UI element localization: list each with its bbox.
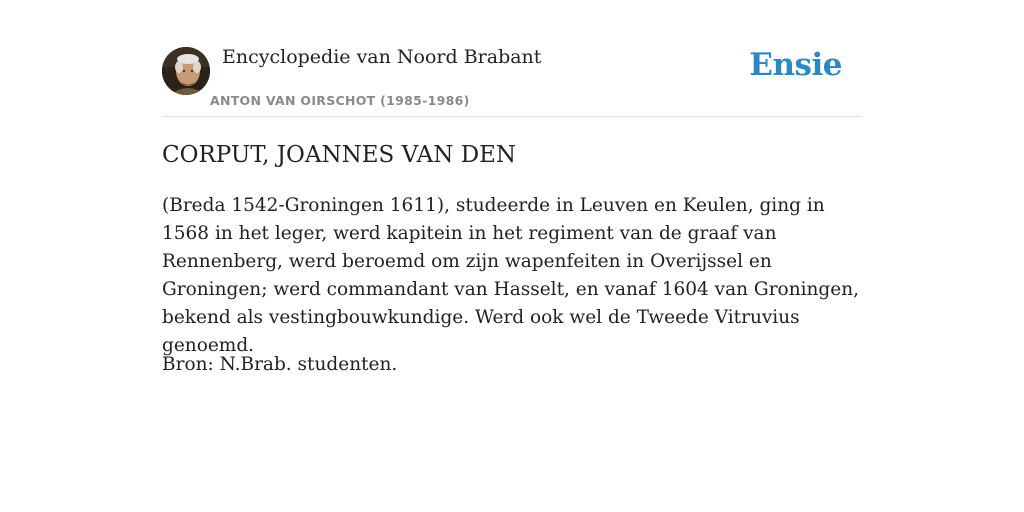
article-header bbox=[162, 0, 862, 117]
author-avatar[interactable] bbox=[162, 47, 210, 95]
avatar-portrait-image bbox=[162, 47, 210, 95]
publication-title[interactable]: Encyclopedie van Noord Brabant bbox=[222, 46, 542, 68]
entry-source: Bron: N.Brab. studenten. bbox=[162, 354, 398, 375]
article-page bbox=[162, 0, 862, 375]
ensie-logo[interactable]: Ensie bbox=[749, 47, 842, 83]
author-name[interactable]: ANTON VAN OIRSCHOT (1985-1986) bbox=[210, 93, 470, 108]
entry-title: CORPUT, JOANNES VAN DEN bbox=[162, 142, 517, 168]
entry-body: (Breda 1542-Groningen 1611), studeerde in Leuven en Keulen, ging in 1568 in het leger, werd kapitein in het regiment van de graaf van Rennenberg, werd beroemd om zijn wapenfeiten in Overijssel en Groningen; werd commandant van Hasselt, en vanaf 1604 van Groningen, bekend als vestingbouwkundige. Werd ook wel de Tweede Vitruvius genoemd. bbox=[162, 195, 860, 356]
